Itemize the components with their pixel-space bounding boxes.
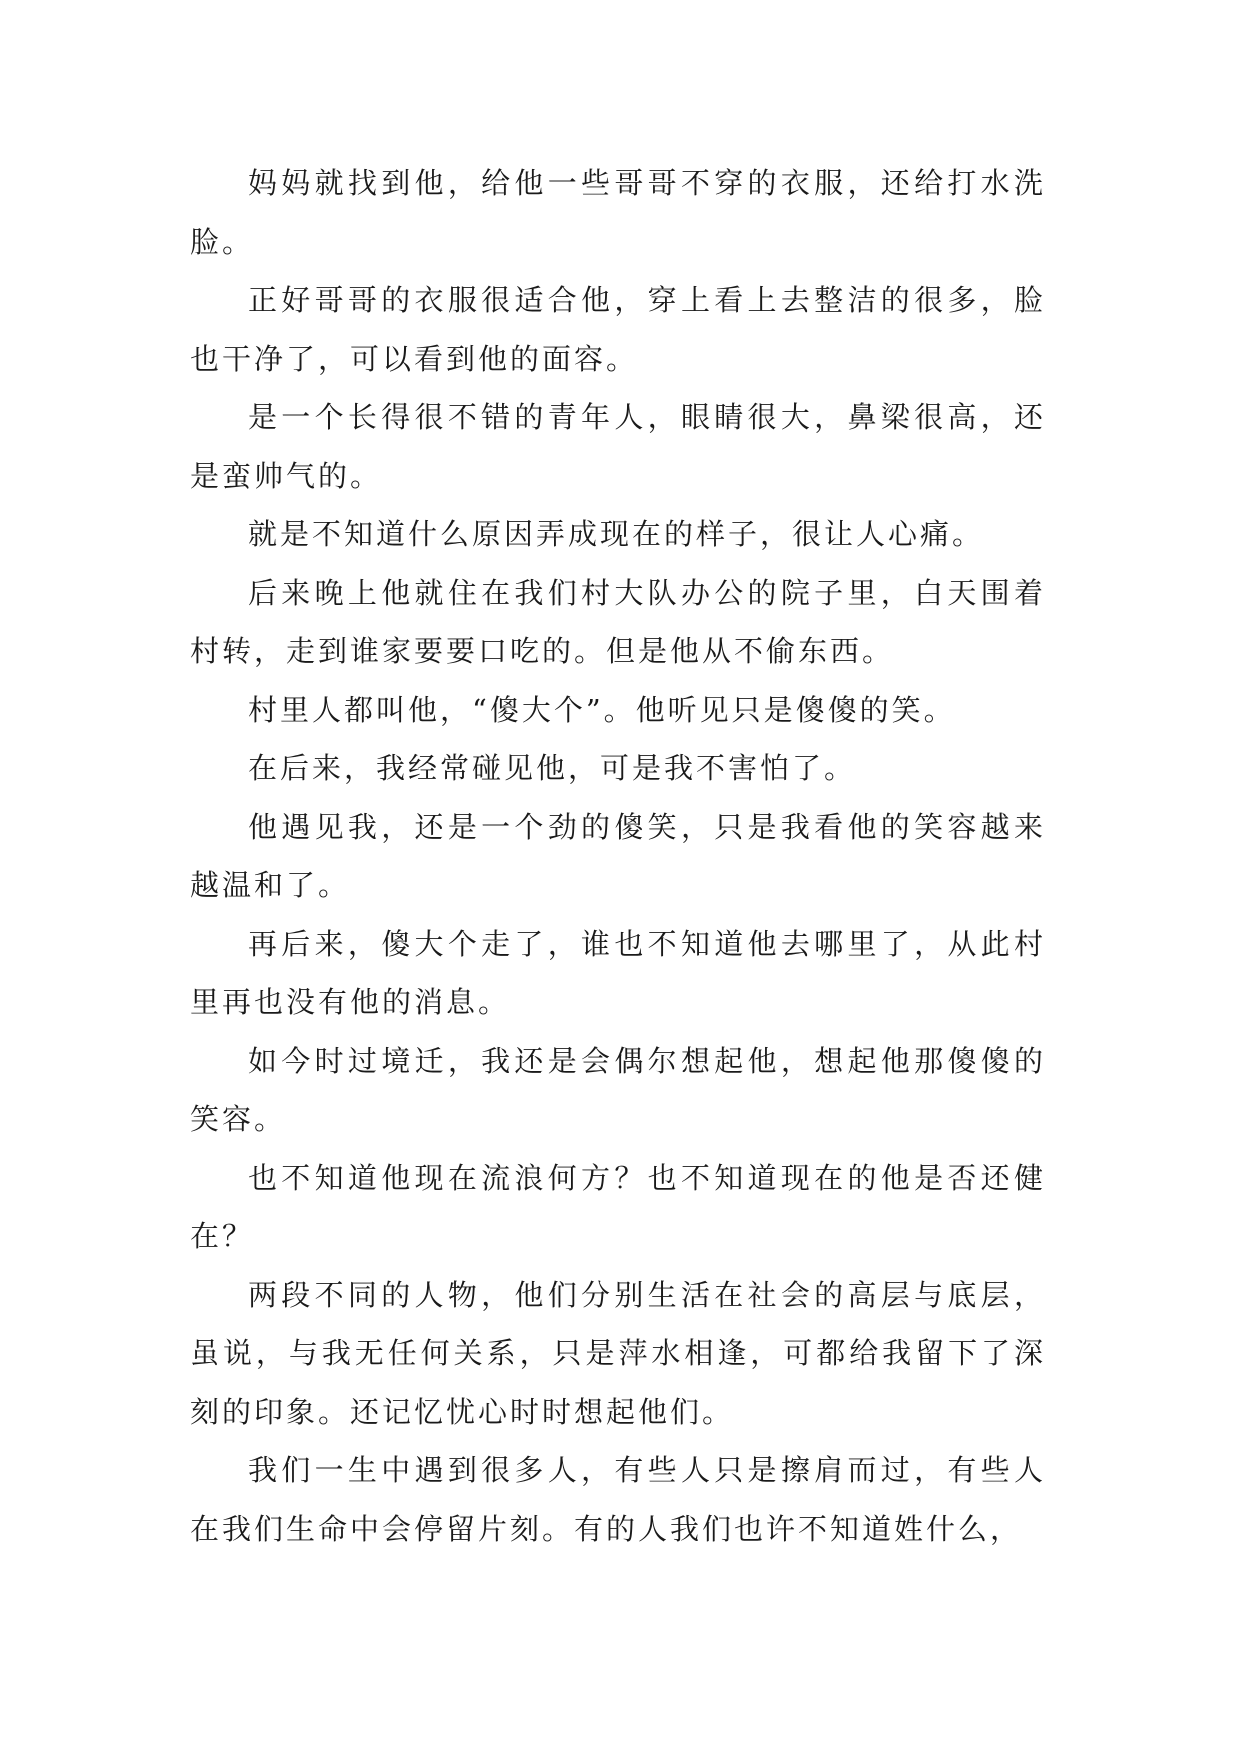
paragraph: 后来晚上他就住在我们村大队办公的院子里，白天围着村转，走到谁家要要口吃的。但是他从不偷东西。 — [190, 575, 1046, 668]
paragraph: 我们一生中遇到很多人，有些人只是擦肩而过，有些人在我们生命中会停留片刻。有的人我们也许不知道姓什么， — [190, 1453, 1046, 1546]
paragraph: 妈妈就找到他，给他一些哥哥不穿的衣服，还给打水洗脸。 — [190, 166, 1046, 259]
paragraph: 在后来，我经常碰见他，可是我不害怕了。 — [248, 751, 857, 785]
paragraph: 正好哥哥的衣服很适合他，穿上看上去整洁的很多，脸也干净了，可以看到他的面容。 — [190, 283, 1046, 376]
paragraph: 两段不同的人物，他们分别生活在社会的高层与底层，虽说，与我无任何关系，只是萍水相逢，可都给我留下了深刻的印象。还记忆忧心时时想起他们。 — [190, 1277, 1046, 1429]
paragraph: 如今时过境迁，我还是会偶尔想起他，想起他那傻傻的笑容。 — [190, 1043, 1046, 1136]
paragraph: 村里人都叫他，“傻大个”。他听见只是傻傻的笑。 — [248, 692, 956, 727]
paragraph: 是一个长得很不错的青年人，眼睛很大，鼻梁很高，还是蛮帅气的。 — [190, 400, 1046, 493]
paragraph: 再后来，傻大个走了，谁也不知道他去哪里了，从此村里再也没有他的消息。 — [190, 926, 1046, 1019]
document-body — [190, 154, 1046, 1558]
paragraph: 也不知道他现在流浪何方？也不知道现在的他是否还健在？ — [190, 1160, 1046, 1253]
paragraph: 他遇见我，还是一个劲的傻笑，只是我看他的笑容越来越温和了。 — [190, 809, 1046, 902]
paragraph: 就是不知道什么原因弄成现在的样子，很让人心痛。 — [248, 517, 985, 551]
